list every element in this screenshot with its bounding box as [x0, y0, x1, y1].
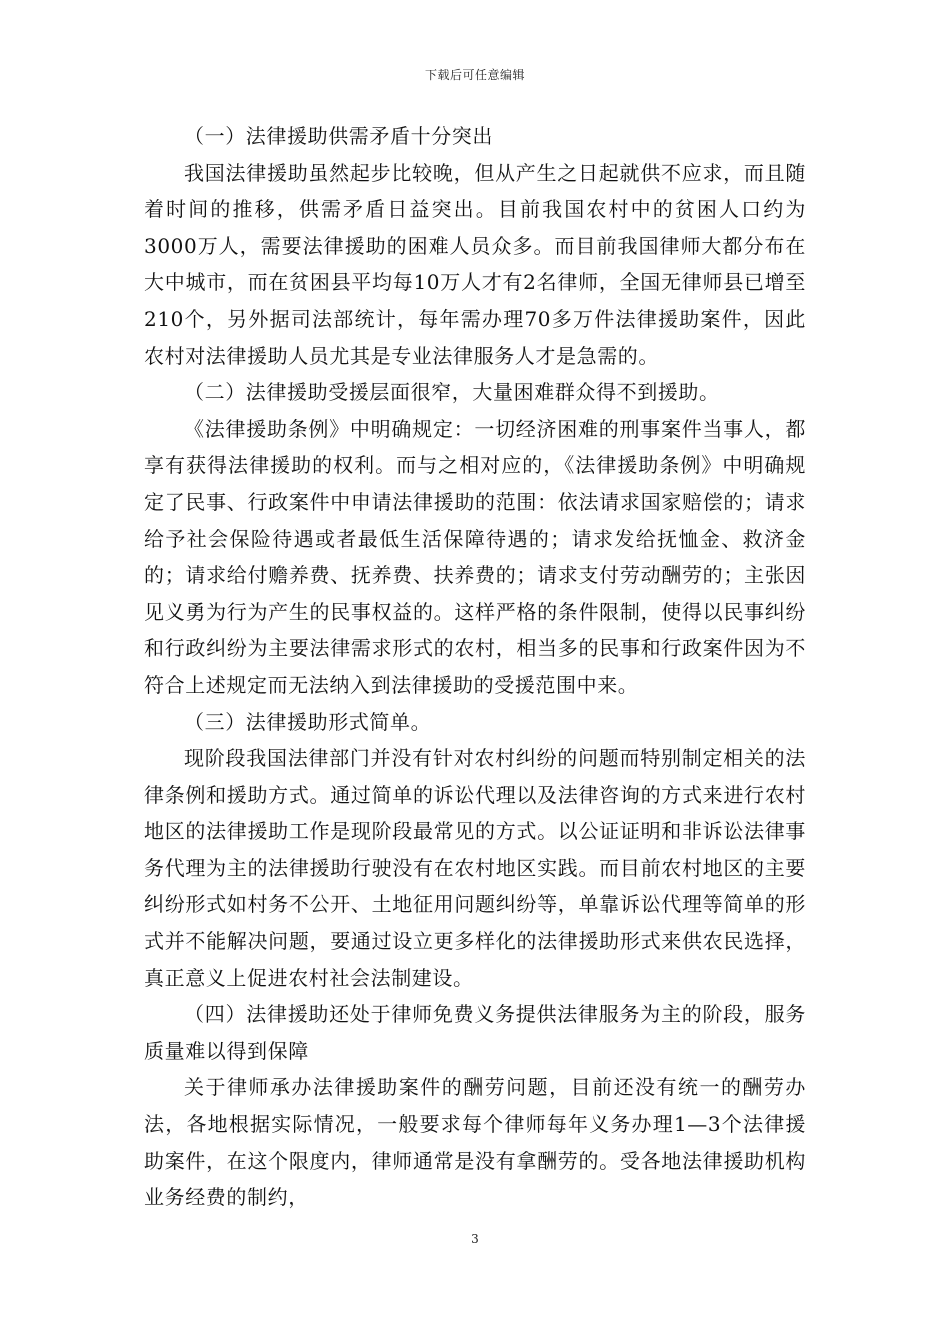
page-number: 3	[471, 1232, 479, 1246]
body-paragraph-1: 我国法律援助虽然起步比较晚，但从产生之日起就供不应求，而且随着时间的推移，供需矛盾日益突出。目前我国农村中的贫困人口约为3000万人，需要法律援助的困难人员众多。而目前我国律师大都分布在大中城市，而在贫困县平均每10万人才有2名律师，全国无律师县已增至210个，另外据司法部统计，每年需办理70多万件法律援助案件，因此农村对法律援助人员尤其是专业法律服务人才是急需的。	[144, 160, 806, 368]
body-paragraph-4: 关于律师承办法律援助案件的酬劳问题，目前还没有统一的酬劳办法，各地根据实际情况，一般要求每个律师每年义务办理1—3个法律援助案件，在这个限度内，律师通常是没有拿酬劳的。受各地法律援助机构业务经费的制约，	[144, 1075, 806, 1210]
section-heading-4: （四）法律援助还处于律师免费义务提供法律服务为主的阶段，服务质量难以得到保障	[144, 1002, 806, 1063]
section-heading-2: （二）法律援助受援层面很窄，大量困难群众得不到援助。	[184, 380, 720, 405]
section-heading-1: （一）法律援助供需矛盾十分突出	[184, 124, 493, 148]
section-heading-3: （三）法律援助形式简单。	[184, 709, 432, 734]
document-body	[144, 118, 806, 1216]
page-header: 下载后可任意编辑	[424, 68, 525, 82]
body-paragraph-2: 《法律援助条例》中明确规定：一切经济困难的刑事案件当事人，都享有获得法律援助的权利。而与之相对应的，《法律援助条例》中明确规定了民事、行政案件中申请法律援助的范围：依法请求国家赔偿的；请求给予社会保险待遇或者最低生活保障待遇的；请求发给抚恤金、救济金的；请求给付赡养费、抚养费、扶养费的；请求支付劳动酬劳的；主张因见义勇为行为产生的民事权益的。这样严格的条件限制，使得以民事纠纷和行政纠纷为主要法律需求形式的农村，相当多的民事和行政案件因为不符合上述规定而无法纳入到法律援助的受援范围中来。	[144, 416, 806, 697]
body-paragraph-3: 现阶段我国法律部门并没有针对农村纠纷的问题而特别制定相关的法律条例和援助方式。通过简单的诉讼代理以及法律咨询的方式来进行农村地区的法律援助工作是现阶段最常见的方式。以公证证明和非诉讼法律事务代理为主的法律援助行驶没有在农村地区实践。而目前农村地区的主要纠纷形式如村务不公开、土地征用问题纠纷等，单靠诉讼代理等简单的形式并不能解决问题，要通过设立更多样化的法律援助形式来供农民选择，真正意义上促进农村社会法制建设。	[144, 746, 806, 990]
